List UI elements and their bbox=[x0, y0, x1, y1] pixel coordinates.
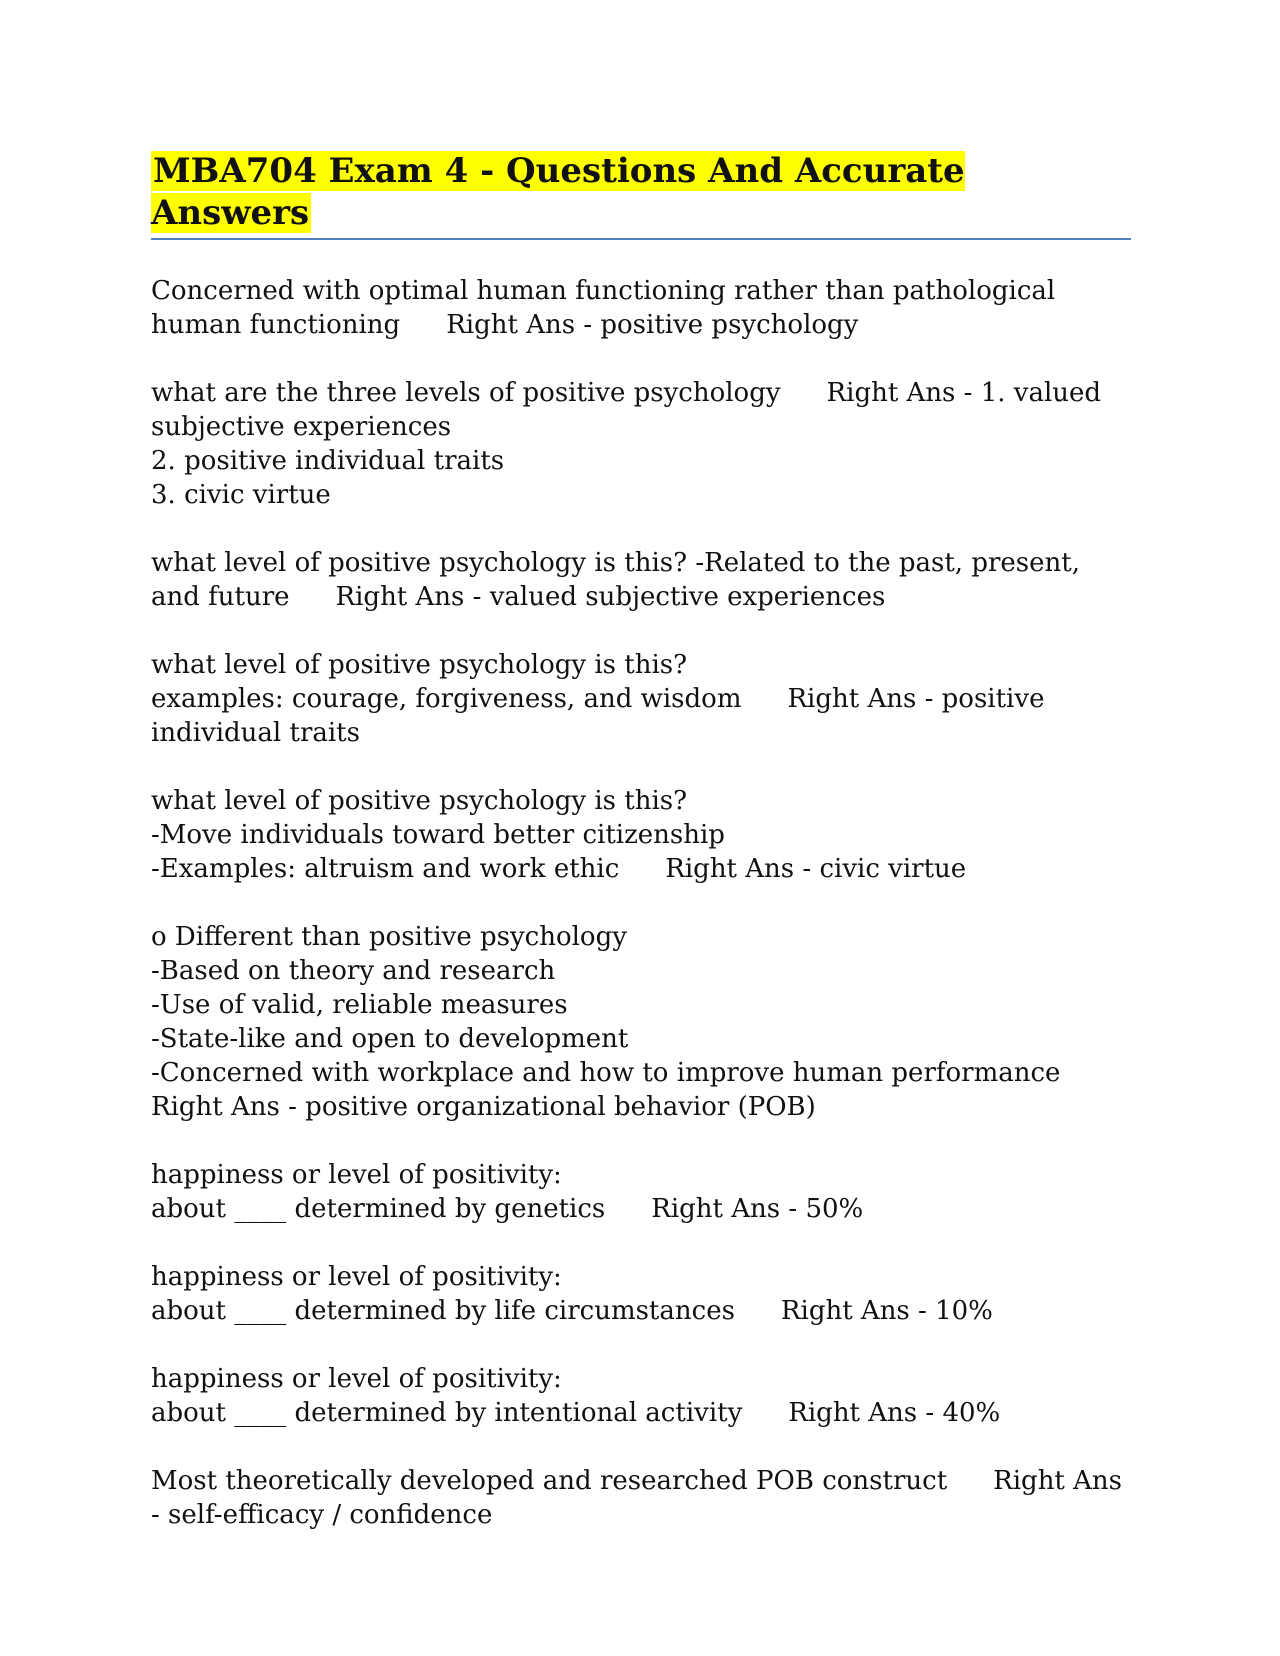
question-text: Concerned with optimal human functioning rather than pathological human functioning bbox=[151, 276, 1064, 340]
qa-item-1 bbox=[151, 274, 1131, 342]
qa-item-3 bbox=[151, 546, 1131, 614]
qa-item-6 bbox=[151, 920, 1131, 1124]
question-text: happiness or level of positivity: about ____ determined by intentional activity bbox=[151, 1364, 743, 1428]
qa-item-4 bbox=[151, 648, 1131, 750]
question-text: happiness or level of positivity: about ____ determined by genetics bbox=[151, 1160, 606, 1224]
question-text: what are the three levels of positive psychology bbox=[151, 378, 781, 408]
document-title: MBA704 Exam 4 - Questions And Accurate Answers bbox=[151, 151, 965, 233]
answer-text: Right Ans - 10% bbox=[780, 1296, 993, 1326]
answer-text: Right Ans - self-efficacy / confidence bbox=[151, 1466, 1131, 1530]
answer-text: Right Ans - 50% bbox=[651, 1194, 864, 1224]
question-text: happiness or level of positivity: about ____ determined by life circumstances bbox=[151, 1262, 735, 1326]
answer-text: Right Ans - positive individual traits bbox=[151, 684, 1053, 748]
question-text: what level of positive psychology is this? -Move individuals toward better citizenship -Examples: altruism and work ethic bbox=[151, 786, 725, 884]
answer-text: Right Ans - 40% bbox=[788, 1398, 1001, 1428]
document-content bbox=[151, 150, 1131, 1566]
answer-text: Right Ans - civic virtue bbox=[665, 854, 967, 884]
qa-item-8 bbox=[151, 1260, 1131, 1328]
answer-text: Right Ans - valued subjective experiences bbox=[335, 582, 886, 612]
answer-text: Right Ans - positive organizational behavior (POB) bbox=[151, 1092, 816, 1122]
qa-item-7 bbox=[151, 1158, 1131, 1226]
answer-text: Right Ans - positive psychology bbox=[446, 310, 859, 340]
qa-item-5 bbox=[151, 784, 1131, 886]
qa-item-10 bbox=[151, 1464, 1131, 1532]
title-block bbox=[151, 150, 1131, 240]
qa-item-2 bbox=[151, 376, 1131, 512]
question-text: what level of positive psychology is this? examples: courage, forgiveness, and wisdom bbox=[151, 650, 742, 714]
question-text: what level of positive psychology is this? -Related to the past, present, and future bbox=[151, 548, 1089, 612]
question-text: Most theoretically developed and researched POB construct bbox=[151, 1466, 948, 1496]
qa-item-9 bbox=[151, 1362, 1131, 1430]
answer-text: Right Ans - 1. valued subjective experiences 2. positive individual traits 3. civic virtue bbox=[151, 378, 1102, 510]
question-text: o Different than positive psychology -Based on theory and research -Use of valid, reliable measures -State-like and open to development -Concerned with workplace and how to improve human performance bbox=[151, 922, 1061, 1088]
